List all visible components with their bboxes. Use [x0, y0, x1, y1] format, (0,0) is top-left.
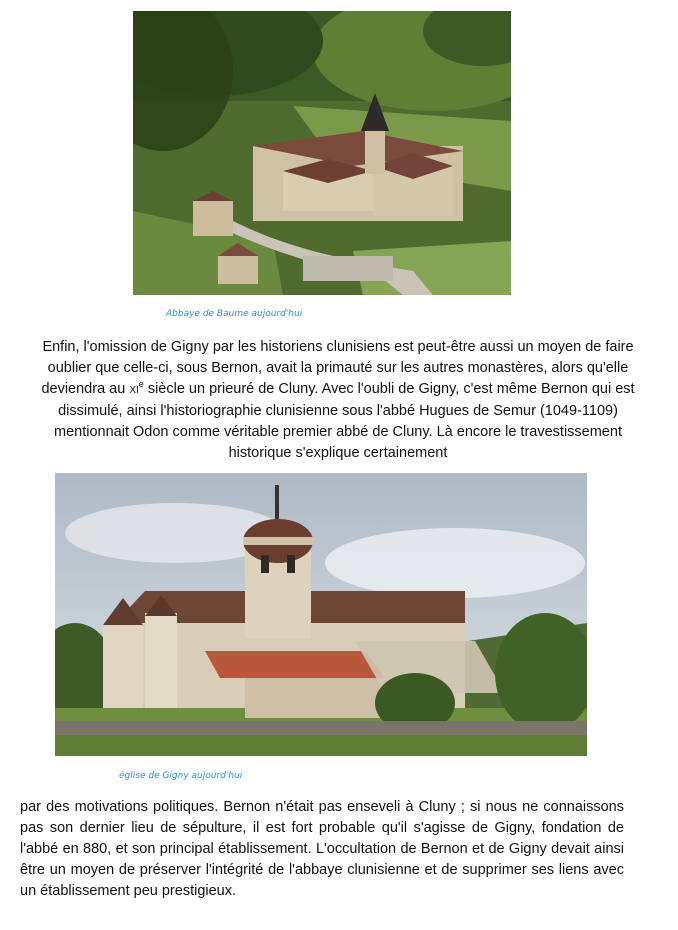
abbaye-baume-photo	[133, 11, 511, 295]
body-paragraph-1: Enfin, l'omission de Gigny par les historiens clunisiens est peut-être aussi un moyen de faire oublier que celle-ci, sous Bernon, avait la primauté sur les autres monastères, alors qu'elle deviendra au XIe siècle un prieuré de Cluny. Avec l'oubli de Gigny, c'est même Bernon qui est dissimulé, ainsi l'historiographie clunisienne sous l'abbé Hugues de Semur (1049-1109) mentionnait Odon comme véritable premier abbé de Cluny. Là encore le travestissement historique s'explique certainement	[41, 339, 635, 461]
eglise-gigny-photo	[55, 473, 587, 756]
photo-caption-baume: Abbaye de Baume aujourd'hui	[166, 309, 303, 319]
photo-caption-gigny: église de Gigny aujourd'hui	[119, 771, 243, 781]
body-paragraph-2: par des motivations politiques. Bernon n'était pas enseveli à Cluny ; si nous ne connaissons pas son dernier lieu de sépulture, il est fort probable qu'il s'agisse de Gigny, fondation de l'abbé en 880, et son principal établissement. L'occultation de Bernon et de Gigny devait ainsi être un moyen de préserver l'intégrité de l'abbaye clunisienne et de supprimer ses liens avec un établissement peu prestigieux.	[20, 799, 624, 899]
